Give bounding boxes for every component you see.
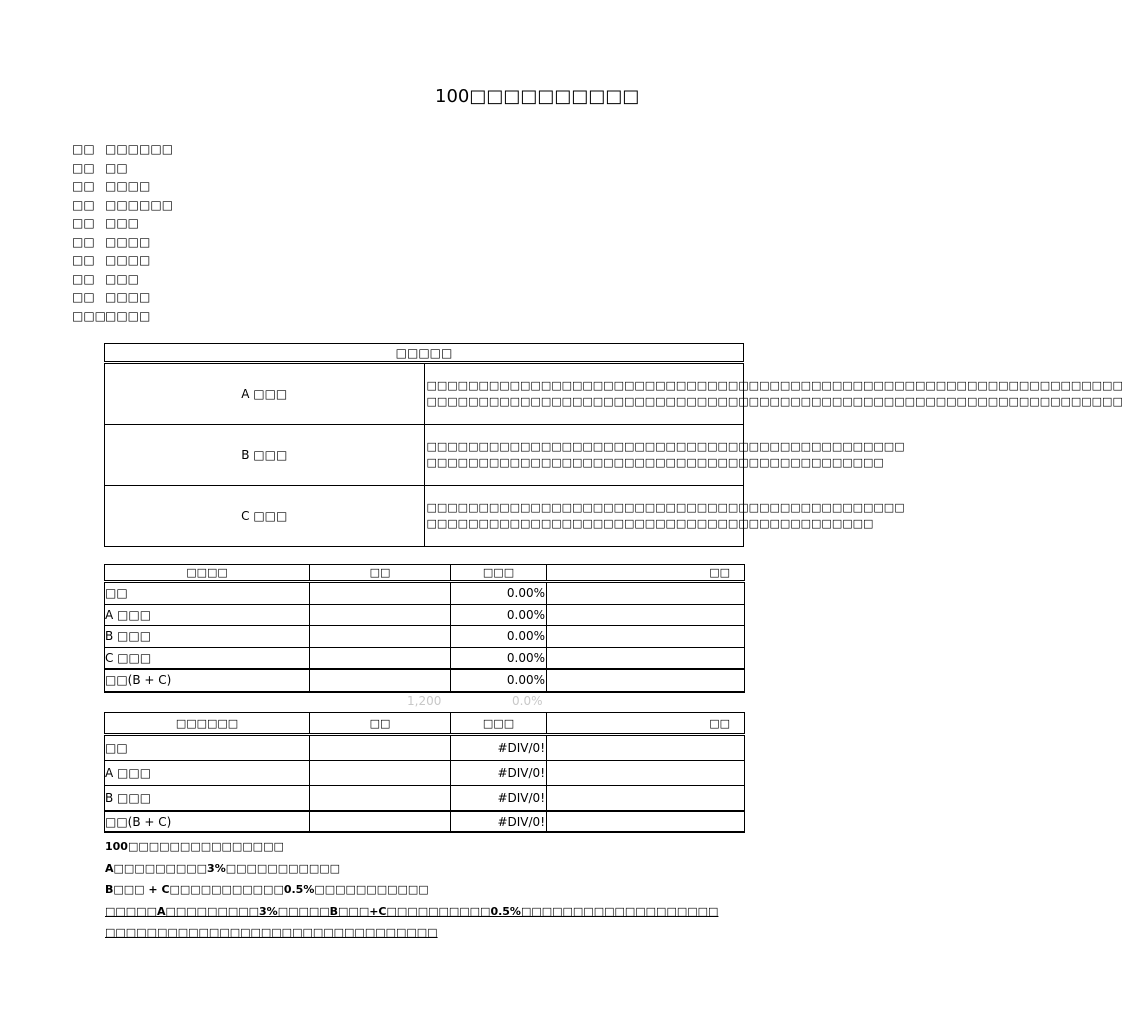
- info-key: □□: [72, 179, 95, 193]
- note-cell[interactable]: [547, 735, 745, 761]
- note-cell[interactable]: [547, 669, 745, 692]
- table-row: [105, 363, 744, 425]
- info-key: □□: [72, 197, 95, 212]
- note-cell[interactable]: [547, 786, 745, 812]
- row-label: B □□□: [105, 425, 425, 486]
- percent-cell: 0.00%: [451, 604, 547, 626]
- row-label: □□: [105, 582, 310, 605]
- row-label: □□(B + C): [105, 811, 310, 832]
- table-row: [105, 604, 745, 626]
- table-row: [105, 582, 745, 605]
- desc-line: □□□□□□□□□□□□□□□□□□□□□□□□□□□□□□□□□□□□□□□□□□□□□□: [426, 501, 905, 514]
- note-line: 100□□□□□□□□□□□□□□□: [105, 840, 284, 853]
- note-line: A□□□□□□□□□3%□□□□□□□□□□□: [105, 861, 341, 875]
- row-label: A □□□: [105, 761, 310, 786]
- table-row: [105, 735, 745, 761]
- table-row: [105, 647, 745, 669]
- percent-cell: #DIV/0!: [451, 735, 547, 761]
- column-header: □□: [310, 565, 451, 582]
- table-row: [105, 425, 744, 486]
- column-header: □□□□□□: [105, 713, 310, 735]
- info-value: □□□□: [105, 308, 151, 323]
- column-header: □□: [547, 565, 745, 582]
- desc-line: □□□□□□□□□□□□□□□□□□□□□□□□□□□□□□□□□□□□□□□□□□□: [426, 517, 874, 530]
- desc-line: □□□□□□□□□□□□□□□□□□□□□□□□□□□□□□□□□□□□□□□□□□□□□□□□□□□□□□□□□□□□□□□□□□□: [426, 395, 1123, 408]
- info-value: □□: [105, 160, 128, 175]
- info-key: □□□: [72, 308, 107, 323]
- percent-cell: 0.00%: [451, 647, 547, 669]
- column-header: □□□: [451, 713, 547, 735]
- count-cell[interactable]: [310, 647, 451, 669]
- table-row: [105, 761, 745, 786]
- page-title: 100□□□□□□□□□□: [435, 86, 640, 107]
- count-cell[interactable]: [310, 735, 451, 761]
- info-key: □□: [72, 271, 95, 286]
- column-header: □□: [547, 713, 745, 735]
- row-label: □□(B + C): [105, 669, 310, 692]
- info-value: □□□□: [105, 179, 151, 193]
- row-description: [424, 425, 905, 486]
- table-row: [105, 486, 744, 547]
- info-value: □□□□: [105, 253, 151, 267]
- count-cell[interactable]: [310, 761, 451, 786]
- column-header: □□□□: [105, 565, 310, 582]
- table-row: [105, 669, 745, 692]
- note-cell[interactable]: [547, 604, 745, 626]
- row-label: □□: [105, 735, 310, 761]
- note-line: □□□□□□□□□□□□□□□□□□□□□□□□□□□□□□□□: [105, 926, 438, 939]
- info-key: □□: [72, 253, 95, 267]
- info-value: □□□: [105, 216, 140, 230]
- percent-cell: #DIV/0!: [451, 761, 547, 786]
- percent-cell: 0.00%: [451, 669, 547, 692]
- row-label: C □□□: [105, 647, 310, 669]
- note-cell[interactable]: [547, 811, 745, 832]
- row-description: [424, 363, 1123, 425]
- info-value: □□□□: [105, 234, 151, 249]
- percent-cell: 0.00%: [451, 582, 547, 605]
- row-description: [424, 486, 905, 547]
- table-header: □□□□□: [105, 344, 744, 363]
- count-cell[interactable]: [310, 582, 451, 605]
- row-label: C □□□: [105, 486, 425, 547]
- info-key: □□: [72, 290, 95, 304]
- count-cell[interactable]: [310, 669, 451, 692]
- row-label: A □□□: [105, 363, 425, 425]
- note-cell[interactable]: [547, 647, 745, 669]
- ghost-value: 1,200: [407, 694, 442, 708]
- row-label: B □□□: [105, 786, 310, 812]
- note-cell[interactable]: [547, 626, 745, 648]
- table-row: [105, 626, 745, 648]
- info-key: □□: [72, 234, 95, 249]
- info-value: □□□: [105, 271, 140, 286]
- desc-line: □□□□□□□□□□□□□□□□□□□□□□□□□□□□□□□□□□□□□□□□□□□□: [426, 456, 884, 469]
- rate-table: [104, 712, 745, 833]
- note-line: □□□□□A□□□□□□□□□3%□□□□□B□□□+C□□□□□□□□□□0.5%□□□□□□□□□□□□□□□□□□□: [105, 904, 719, 918]
- info-value: □□□□□□: [105, 142, 174, 156]
- count-cell[interactable]: [310, 604, 451, 626]
- row-label: A □□□: [105, 604, 310, 626]
- note-cell[interactable]: [547, 761, 745, 786]
- column-header: □□: [310, 713, 451, 735]
- percent-cell: #DIV/0!: [451, 786, 547, 812]
- count-cell[interactable]: [310, 626, 451, 648]
- notes-block: [105, 836, 718, 944]
- note-line: B□□□ + C□□□□□□□□□□□0.5%□□□□□□□□□□□: [105, 883, 429, 896]
- count-table: [104, 564, 745, 693]
- column-header: □□□: [451, 565, 547, 582]
- info-value: □□□□: [105, 290, 151, 304]
- ghost-percent: 0.0%: [512, 694, 543, 708]
- desc-line: □□□□□□□□□□□□□□□□□□□□□□□□□□□□□□□□□□□□□□□□□□□□□□: [426, 440, 905, 453]
- info-value: □□□□□□: [105, 197, 174, 212]
- count-cell[interactable]: [310, 786, 451, 812]
- table-row: [105, 786, 745, 812]
- info-key: □□: [72, 142, 95, 156]
- note-cell[interactable]: [547, 582, 745, 605]
- info-key: □□: [72, 160, 95, 175]
- count-cell[interactable]: [310, 811, 451, 832]
- row-label: B □□□: [105, 626, 310, 648]
- percent-cell: 0.00%: [451, 626, 547, 648]
- category-definition-table: [104, 343, 1123, 547]
- info-key: □□: [72, 216, 95, 230]
- percent-cell: #DIV/0!: [451, 811, 547, 832]
- desc-line: □□□□□□□□□□□□□□□□□□□□□□□□□□□□□□□□□□□□□□□□□□□□□□□□□□□□□□□□□□□□□□□□□□□: [426, 379, 1123, 392]
- table-row: [105, 811, 745, 832]
